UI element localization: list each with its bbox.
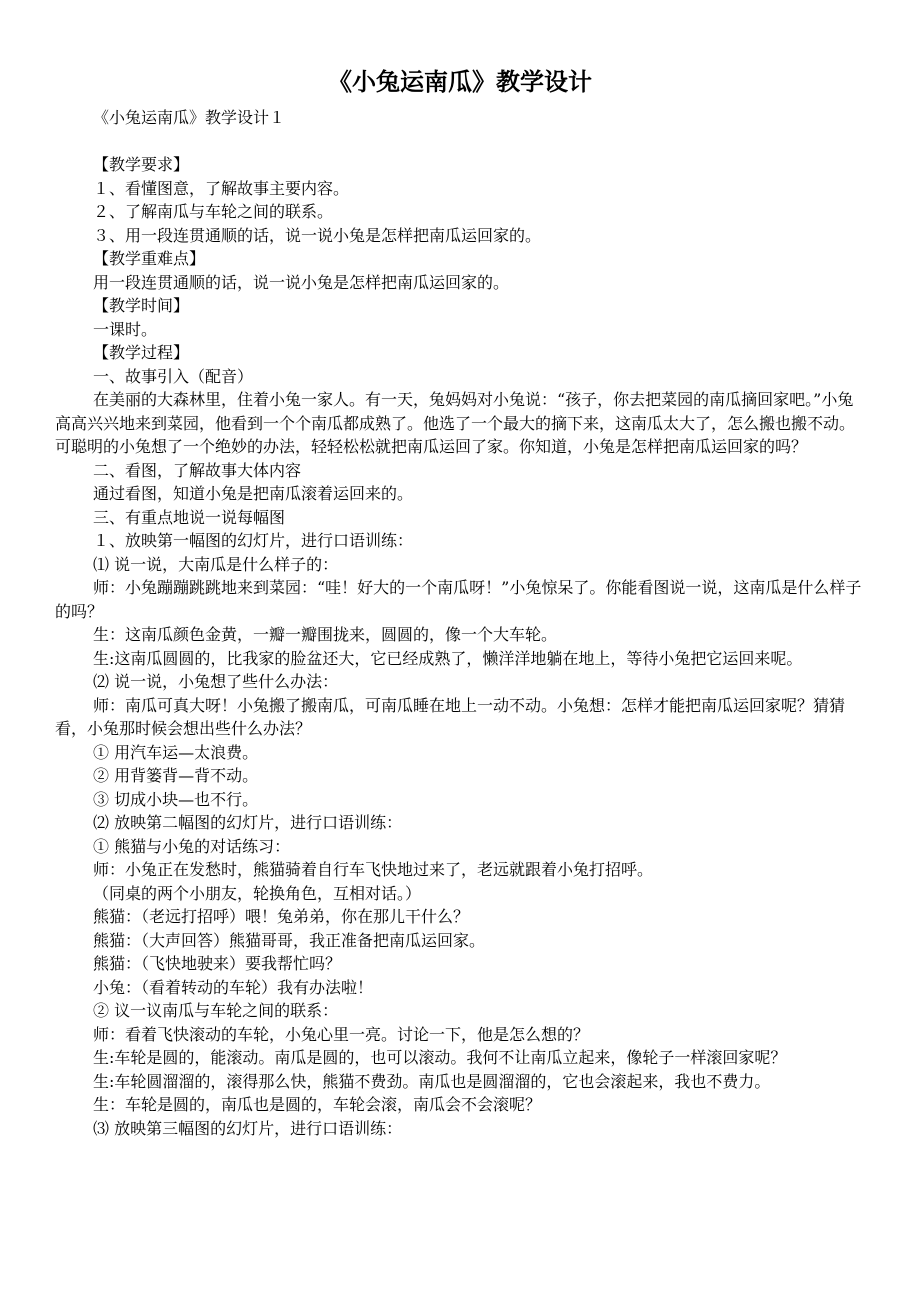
- paragraph: １、放映第一幅图的幻灯片，进行口语训练：: [93, 531, 414, 550]
- paragraph: 三、有重点地说一说每幅图: [93, 507, 286, 527]
- paragraph: ⑵ 说一说，小兔想了些什么办法：: [93, 672, 339, 691]
- paragraph: 生：这南瓜颜色金黄，一瓣一瓣围拢来，圆圆的，像一个大车轮。: [93, 625, 558, 644]
- paragraph: 【教学过程】: [93, 343, 190, 362]
- paragraph: ⑵ 放映第二幅图的幻灯片，进行口语训练：: [93, 813, 403, 832]
- paragraph: ２、了解南瓜与车轮之间的联系。: [93, 202, 334, 221]
- paragraph: ② 用背篓背—背不动。: [93, 766, 259, 785]
- paragraph: 【教学要求】: [93, 155, 190, 174]
- paragraph: 熊猫：（飞快地驶来）要我帮忙吗？: [93, 954, 342, 973]
- paragraph: 师：看着飞快滚动的车轮，小兔心里一亮。讨论一下，他是怎么想的？: [93, 1024, 590, 1044]
- paragraph: 【教学时间】: [93, 296, 190, 315]
- paragraph: 生：车轮是圆的，南瓜也是圆的，车轮会滚，南瓜会不会滚呢？: [93, 1095, 542, 1114]
- page-title: 《小兔运南瓜》教学设计: [328, 67, 592, 96]
- paragraph: ① 熊猫与小兔的对话练习：: [93, 836, 291, 856]
- paragraph: 熊猫：（大声回答）熊猫哥哥，我正准备把南瓜运回家。: [93, 930, 486, 950]
- paragraph: 二、看图，了解故事大体内容: [93, 460, 302, 480]
- paragraph: 一课时。: [93, 319, 158, 339]
- document-body: [55, 106, 867, 1140]
- paragraph: （同桌的两个小朋友，轮换角色，互相对话。）: [93, 883, 422, 903]
- paragraph: １、看懂图意，了解故事主要内容。: [93, 178, 350, 198]
- paragraph: ② 议一议南瓜与车轮之间的联系：: [93, 1001, 339, 1020]
- paragraph: ３、用一段连贯通顺的话，说一说小兔是怎样把南瓜运回家的。: [93, 225, 542, 245]
- paragraph: 熊猫：（老远打招呼）喂！兔弟弟，你在那儿干什么？: [93, 907, 470, 926]
- paragraph: 通过看图，知道小兔是把南瓜滚着运回来的。: [93, 484, 414, 503]
- paragraph: 师：小兔蹦蹦跳跳地来到菜园：“哇！好大的一个南瓜呀！”小兔惊呆了。你能看图说一说，这南瓜是什么样子的吗？: [55, 578, 862, 621]
- paragraph: 生:车轮圆溜溜的，滚得那么快，熊猫不费劲。南瓜也是圆溜溜的，它也会滚起来，我也不费力。: [93, 1071, 771, 1091]
- paragraph: ⑶ 放映第三幅图的幻灯片，进行口语训练：: [93, 1118, 403, 1138]
- paragraph: ⑴ 说一说，大南瓜是什么样子的：: [93, 554, 339, 574]
- paragraph: ③ 切成小块—也不行。: [93, 789, 259, 809]
- paragraph: 一、故事引入（配音）: [93, 366, 254, 386]
- paragraph: ① 用汽车运—太浪费。: [93, 742, 259, 762]
- paragraph: 用一段连贯通顺的话，说一说小兔是怎样把南瓜运回家的。: [93, 272, 510, 292]
- paragraph: 师：小兔正在发愁时，熊猫骑着自行车飞快地过来了，老远就跟着小兔打招呼。: [93, 860, 654, 879]
- paragraph: 生:车轮是圆的，能滚动。南瓜是圆的，也可以滚动。我何不让南瓜立起来，像轮子一样滚回家呢？: [93, 1048, 787, 1067]
- paragraph: 师：南瓜可真大呀！小兔搬了搬南瓜，可南瓜睡在地上一动不动。小兔想：怎样才能把南瓜运回家呢？猜猜看，小兔那时候会想出些什么办法？: [55, 695, 846, 738]
- paragraph: 在美丽的大森林里，住着小兔一家人。有一天，兔妈妈对小兔说：“孩子，你去把菜园的南瓜摘回家吧。”小兔高高兴兴地来到菜园，他看到一个个南瓜都成熟了。他选了一个最大的摘下来，这南瓜太大了，怎么搬也搬不动。可聪明的小兔想了一个绝妙的办法，轻轻松松就把南瓜运回了家。你知道，小兔是怎样把南瓜运回家的吗？: [55, 390, 856, 456]
- paragraph: 生:这南瓜圆圆的，比我家的脸盆还大，它已经成熟了，懒洋洋地躺在地上，等待小兔把它运回来呢。: [93, 648, 803, 668]
- paragraph: 【教学重难点】: [93, 249, 206, 268]
- paragraph: 小兔：（看着转动的车轮）我有办法啦！: [93, 977, 374, 997]
- subtitle: 《小兔运南瓜》教学设计１: [93, 108, 286, 127]
